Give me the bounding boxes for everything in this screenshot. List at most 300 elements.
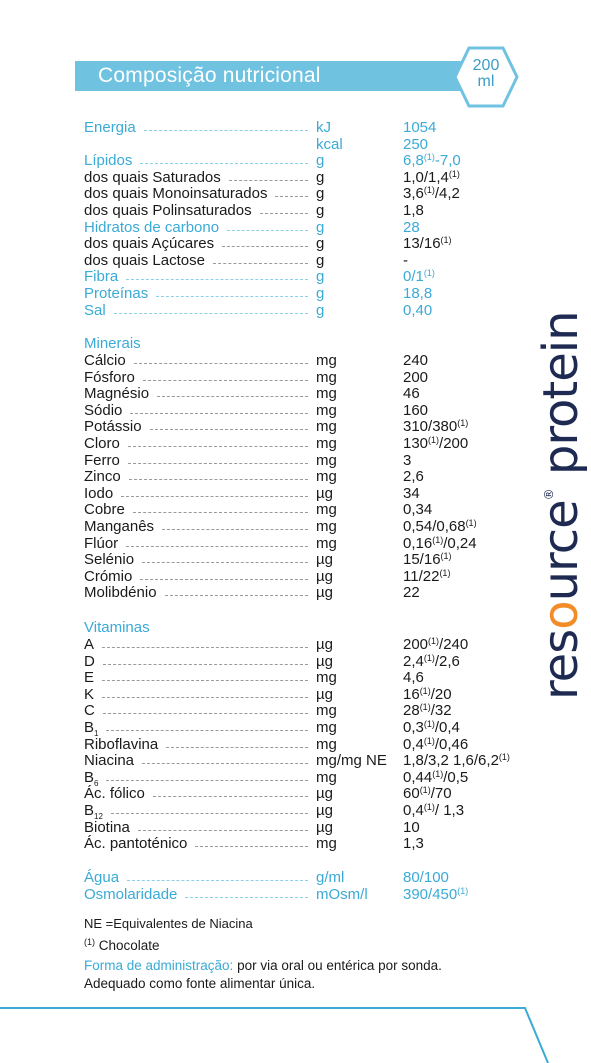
nutrient-value-text: 0,40 bbox=[403, 301, 433, 319]
nutrient-value bbox=[403, 719, 460, 736]
ne-note: NE =Equivalentes de Niacina bbox=[84, 916, 253, 931]
nutrient-label-text: Crómio bbox=[84, 567, 133, 585]
nutrient-value-text: 1,0/1,4 bbox=[403, 168, 449, 186]
nutrient-value-text: 3 bbox=[403, 451, 412, 469]
corner-decoration bbox=[0, 1000, 591, 1063]
footnote-marker: (1) bbox=[457, 885, 469, 896]
dotted-leader bbox=[260, 213, 308, 214]
nutrient-label-text: Cálcio bbox=[84, 352, 126, 369]
nutrient-label bbox=[84, 752, 134, 769]
dotted-leader bbox=[129, 479, 308, 480]
nutrient-value-text: 11/22 bbox=[403, 567, 440, 585]
dotted-leader bbox=[102, 680, 308, 681]
footnote-marker: (1) bbox=[432, 534, 444, 545]
nutrient-unit: µg bbox=[316, 685, 333, 703]
nutrient-value-text: 390/450 bbox=[403, 885, 458, 903]
nutrient-value bbox=[403, 669, 424, 686]
nutrient-value-text: 28 bbox=[403, 218, 420, 236]
nutrient-value-suffix: /0,4 bbox=[434, 719, 460, 736]
nutrient-unit: g bbox=[316, 301, 325, 319]
brand-logo bbox=[525, 311, 589, 700]
nutrient-label bbox=[84, 435, 120, 452]
nutrient-label-text: Riboflavina bbox=[84, 735, 159, 753]
dotted-leader bbox=[114, 313, 308, 314]
nutrient-value bbox=[403, 252, 408, 269]
footnote-marker: (1) bbox=[423, 735, 435, 746]
nutrient-label-text: Hidratos de carbono bbox=[84, 218, 220, 236]
nutrient-value-text: 0/1 bbox=[403, 268, 424, 286]
nutrient-label-text: Osmolaridade bbox=[84, 885, 178, 903]
nutrient-label bbox=[84, 369, 135, 386]
nutrient-label-text: Molibdénio bbox=[84, 584, 157, 602]
nutrient-value bbox=[403, 835, 424, 852]
nutrient-value-text: 160 bbox=[403, 401, 429, 419]
nutrient-value-suffix: /0,46 bbox=[434, 735, 469, 753]
nutrient-label bbox=[84, 185, 267, 202]
nutrient-value bbox=[403, 385, 420, 402]
nutrient-label bbox=[84, 152, 132, 169]
dotted-leader bbox=[275, 196, 308, 197]
nutrient-label bbox=[84, 352, 126, 369]
nutrient-label bbox=[84, 669, 94, 686]
nutrient-value bbox=[403, 268, 435, 285]
nutrient-unit: mg bbox=[316, 451, 337, 469]
nutrient-label bbox=[84, 869, 119, 886]
nutrient-label-text: Flúor bbox=[84, 534, 119, 552]
nutrient-value bbox=[403, 584, 420, 601]
nutrient-label bbox=[84, 518, 154, 535]
nutrient-unit: mg bbox=[316, 518, 337, 535]
nutrient-value-text: 1,8 bbox=[403, 202, 424, 219]
nutrient-unit: µg bbox=[316, 567, 333, 585]
nutrient-label-text: Sal bbox=[84, 301, 106, 319]
nutrient-value bbox=[403, 551, 452, 568]
brand-part-1: res bbox=[533, 629, 589, 700]
nutrient-label-text: B bbox=[84, 802, 95, 819]
nutrient-value bbox=[403, 202, 424, 219]
nutrient-value-text: 1,3 bbox=[403, 835, 424, 853]
nutrient-unit: µg bbox=[316, 636, 333, 653]
nutrient-unit: g bbox=[316, 168, 325, 186]
nutrient-value bbox=[403, 736, 468, 753]
dotted-leader bbox=[126, 546, 308, 547]
dotted-leader bbox=[162, 529, 308, 530]
nutrient-unit: mg bbox=[316, 368, 337, 386]
dotted-leader bbox=[134, 363, 308, 364]
nutrient-label bbox=[84, 302, 106, 319]
administration-text: por via oral ou entérica por sonda. bbox=[233, 958, 442, 973]
nutrient-value-suffix: -7,0 bbox=[434, 152, 461, 170]
nutrient-value bbox=[403, 418, 468, 435]
nutrient-unit: mg bbox=[316, 401, 337, 419]
footnote-marker: (1) bbox=[439, 567, 451, 578]
dotted-leader bbox=[106, 780, 308, 781]
nutrient-label bbox=[84, 501, 125, 518]
footnote-marker: (1) bbox=[419, 785, 431, 796]
footnote-marker: (1) bbox=[423, 185, 435, 196]
nutrient-unit: g bbox=[316, 268, 325, 286]
footnote-marker: (1) bbox=[419, 685, 431, 696]
nutrient-unit: g bbox=[316, 185, 325, 203]
dotted-leader bbox=[102, 647, 308, 648]
dotted-leader bbox=[106, 730, 308, 731]
nutrient-value-text: 10 bbox=[403, 818, 420, 836]
dotted-leader bbox=[142, 763, 308, 764]
nutrient-label-text: Ác. pantoténico bbox=[84, 835, 188, 853]
nutrient-label-text: Niacina bbox=[84, 752, 135, 770]
nutrient-unit: mg bbox=[316, 835, 337, 853]
nutrient-label bbox=[84, 119, 136, 136]
volume-unit: ml bbox=[477, 73, 495, 90]
nutrient-value-text: 15/16 bbox=[403, 551, 441, 569]
nutrient-label bbox=[84, 636, 94, 653]
nutrient-label bbox=[84, 584, 157, 601]
dotted-leader bbox=[138, 830, 308, 831]
nutrient-value-suffix: /0,24 bbox=[443, 534, 477, 552]
dotted-leader bbox=[127, 880, 308, 881]
nutrient-label-subscript: 6 bbox=[94, 778, 99, 788]
nutrient-unit: mg bbox=[316, 352, 337, 369]
dotted-leader bbox=[102, 697, 308, 698]
nutrient-value bbox=[403, 819, 420, 836]
dotted-leader bbox=[165, 595, 308, 596]
nutrient-value-suffix: /20 bbox=[430, 685, 452, 703]
nutrient-value bbox=[403, 785, 452, 802]
nutrient-unit: g bbox=[316, 202, 325, 219]
nutrient-label bbox=[84, 702, 95, 719]
nutrient-value-text: 130 bbox=[403, 435, 429, 452]
nutrient-value-suffix: /2,6 bbox=[434, 652, 460, 670]
footnote-marker: (1) bbox=[419, 702, 431, 713]
nutrient-label-text: D bbox=[84, 652, 95, 670]
nutrient-value bbox=[403, 535, 477, 552]
nutrient-label-text: Iodo bbox=[84, 484, 114, 502]
nutrient-label bbox=[84, 235, 214, 252]
nutrient-value-suffix: /200 bbox=[439, 435, 469, 452]
administration-label: Forma de administração: bbox=[84, 958, 234, 973]
page-title: Composição nutricional bbox=[98, 64, 321, 87]
nutrient-label bbox=[84, 686, 94, 703]
footnote-marker: (1) bbox=[423, 652, 435, 663]
nutrient-label bbox=[84, 268, 118, 285]
nutrient-value bbox=[403, 802, 464, 819]
dotted-leader bbox=[153, 796, 308, 797]
nutrient-value bbox=[403, 219, 420, 236]
footnote-marker: (1) bbox=[465, 518, 477, 528]
nutrient-value-text: 0,4 bbox=[403, 802, 424, 819]
nutrient-value-text: 28 bbox=[403, 702, 420, 720]
nutrient-label-text: C bbox=[84, 702, 95, 720]
nutrient-label bbox=[84, 485, 113, 502]
nutrient-unit: µg bbox=[316, 785, 333, 803]
nutrient-value-text: 0,4 bbox=[403, 735, 424, 753]
nutrient-unit: mg bbox=[316, 669, 337, 687]
nutrient-label-text: Proteínas bbox=[84, 285, 149, 302]
nutrient-value bbox=[403, 152, 461, 169]
nutrient-label-text: Lípidos bbox=[84, 152, 133, 170]
nutrient-value-text: 310/380 bbox=[403, 418, 458, 436]
nutrient-value-text: 2,4 bbox=[403, 652, 424, 670]
chocolate-note bbox=[84, 938, 160, 954]
nutrient-value bbox=[403, 185, 460, 202]
footnote-marker: (1) bbox=[423, 268, 435, 279]
nutrient-unit: mg bbox=[316, 719, 337, 736]
nutrient-unit: g/ml bbox=[316, 869, 345, 886]
nutrient-value bbox=[403, 518, 477, 535]
nutrient-value-text: 3,6 bbox=[403, 185, 424, 203]
nutrient-label bbox=[84, 653, 95, 670]
dotted-leader bbox=[166, 747, 308, 748]
nutrient-label bbox=[84, 886, 177, 903]
nutrient-unit: µg bbox=[316, 484, 333, 502]
nutrient-unit: µg bbox=[316, 818, 333, 836]
nutrient-label-text: A bbox=[84, 636, 95, 653]
nutrient-unit: mg bbox=[316, 534, 337, 552]
footnote-marker: (1) bbox=[440, 235, 452, 246]
nutrient-label bbox=[84, 418, 142, 435]
nutrient-label-subscript: 1 bbox=[94, 729, 99, 738]
nutrient-label-text: Sódio bbox=[84, 401, 123, 419]
nutrient-value bbox=[403, 468, 424, 485]
nutrient-value-text: 60 bbox=[403, 785, 420, 803]
nutrient-label-text: Energia bbox=[84, 119, 136, 136]
nutrient-label-text: Zinco bbox=[84, 468, 121, 486]
nutrient-label-text: E bbox=[84, 669, 95, 687]
brand-part-2: urce bbox=[533, 500, 589, 602]
nutrient-label bbox=[84, 736, 158, 753]
nutrient-value-text: 200 bbox=[403, 368, 429, 386]
nutrient-value-text: 80/100 bbox=[403, 869, 449, 886]
nutrient-unit: µg bbox=[316, 551, 333, 569]
footnote-marker: (1) bbox=[423, 152, 435, 163]
dotted-leader bbox=[140, 579, 308, 580]
dotted-leader bbox=[157, 396, 308, 397]
nutrient-label-subscript: 12 bbox=[94, 812, 103, 821]
nutrient-unit: mg/mg NE bbox=[316, 752, 387, 770]
nutrient-value bbox=[403, 869, 449, 886]
nutrient-unit: mOsm/l bbox=[316, 885, 368, 903]
dotted-leader bbox=[229, 180, 308, 181]
nutrient-unit: mg bbox=[316, 435, 337, 452]
nutrient-value-text: 0,3 bbox=[403, 719, 424, 736]
nutrient-unit: mg bbox=[316, 702, 337, 720]
nutrient-label-text: Cloro bbox=[84, 435, 120, 452]
nutrient-value-text: 0,54/0,68 bbox=[403, 518, 466, 535]
nutrient-label-text: B bbox=[84, 768, 95, 786]
nutrient-label bbox=[84, 202, 252, 219]
nutrient-value bbox=[403, 136, 428, 153]
nutrient-value bbox=[403, 452, 411, 469]
dotted-leader bbox=[142, 562, 308, 563]
dotted-leader bbox=[227, 230, 308, 231]
dotted-leader bbox=[126, 279, 308, 280]
nutrient-value bbox=[403, 636, 468, 653]
dotted-leader bbox=[121, 496, 308, 497]
nutrient-unit: g bbox=[316, 285, 325, 302]
nutrient-value-text: 200 bbox=[403, 636, 429, 653]
footnote-marker: (1) bbox=[440, 551, 452, 562]
nutrient-value bbox=[403, 501, 432, 518]
dotted-leader bbox=[140, 163, 308, 164]
nutrient-label-text: dos quais Polinsaturados bbox=[84, 202, 252, 219]
nutrient-value bbox=[403, 369, 428, 386]
nutrient-value-suffix: /240 bbox=[439, 636, 469, 653]
nutrient-label-text: Biotina bbox=[84, 818, 130, 836]
nutrient-value bbox=[403, 435, 468, 452]
nutrient-unit: mg bbox=[316, 418, 337, 436]
dotted-leader bbox=[143, 380, 308, 381]
administration-note bbox=[84, 958, 442, 974]
nutrient-label bbox=[84, 785, 145, 802]
nutrient-value bbox=[403, 285, 432, 302]
nutrient-value-text: 22 bbox=[403, 584, 420, 602]
nutrient-label bbox=[84, 169, 221, 186]
dotted-leader bbox=[213, 263, 308, 264]
footnote-marker: (1) bbox=[428, 435, 440, 445]
nutrient-value bbox=[403, 702, 452, 719]
nutrient-label bbox=[84, 385, 149, 402]
nutrient-label-text: Manganês bbox=[84, 518, 155, 535]
nutrient-value-text: 0,44 bbox=[403, 768, 433, 786]
nutrient-label bbox=[84, 285, 148, 302]
nutrient-value-text: 250 bbox=[403, 135, 429, 153]
nutrient-value bbox=[403, 653, 460, 670]
footnote-marker: (1) bbox=[457, 418, 469, 429]
nutrient-unit: kcal bbox=[316, 135, 343, 153]
nutrient-value bbox=[403, 119, 436, 136]
nutrient-value-suffix: /0,5 bbox=[443, 768, 469, 786]
nutrient-unit: g bbox=[316, 235, 325, 253]
dotted-leader bbox=[222, 246, 308, 247]
nutrient-value-suffix: /32 bbox=[430, 702, 452, 720]
dotted-leader bbox=[128, 463, 308, 464]
dotted-leader bbox=[144, 130, 308, 131]
nutrient-value-text: 46 bbox=[403, 385, 420, 403]
nutrient-unit: mg bbox=[316, 385, 337, 403]
nutrient-label bbox=[84, 535, 118, 552]
nutrient-unit: g bbox=[316, 152, 325, 170]
nutrient-label bbox=[84, 468, 121, 485]
nutrient-unit: mg bbox=[316, 468, 337, 486]
dotted-leader bbox=[195, 846, 308, 847]
dotted-leader bbox=[103, 713, 308, 714]
footnote-marker: (1) bbox=[423, 719, 435, 729]
nutrient-value bbox=[403, 769, 468, 786]
nutrient-label bbox=[84, 551, 134, 568]
nutrient-value-suffix: /4,2 bbox=[434, 185, 460, 203]
nutrient-value-text: 1,8/3,2 1,6/6,2 bbox=[403, 752, 499, 770]
chocolate-note-sup: (1) bbox=[84, 937, 95, 947]
brand-part-3: protein bbox=[533, 311, 589, 490]
footnote-marker: (1) bbox=[448, 168, 460, 179]
section-title: Vitaminas bbox=[84, 619, 150, 636]
nutrient-value-suffix: /70 bbox=[430, 785, 452, 803]
nutrient-value-text: 0,34 bbox=[403, 501, 433, 519]
adequate-note: Adequado como fonte alimentar única. bbox=[84, 976, 316, 991]
nutrient-label bbox=[84, 452, 120, 469]
nutrient-value bbox=[403, 568, 450, 585]
nutrient-label bbox=[84, 252, 205, 269]
nutrient-label-text: Selénio bbox=[84, 551, 135, 569]
nutrient-label-text: Fósforo bbox=[84, 368, 135, 386]
dotted-leader bbox=[130, 413, 308, 414]
nutrient-label-text: dos quais Lactose bbox=[84, 251, 205, 269]
nutrient-value-text: 18,8 bbox=[403, 285, 433, 302]
nutrient-unit: mg bbox=[316, 501, 337, 519]
nutrient-label-text: Ferro bbox=[84, 451, 120, 469]
nutrient-unit: µg bbox=[316, 802, 333, 819]
nutrient-value-text: 6,8 bbox=[403, 152, 424, 170]
nutrient-label-text: Magnésio bbox=[84, 385, 150, 403]
dotted-leader bbox=[128, 446, 308, 447]
nutrient-unit: mg bbox=[316, 768, 337, 786]
nutrient-label-text: Ác. fólico bbox=[84, 785, 145, 803]
nutrient-value bbox=[403, 752, 510, 769]
nutrient-value-text: 2,6 bbox=[403, 468, 424, 486]
dotted-leader bbox=[111, 813, 308, 814]
nutrient-label-text: Fibra bbox=[84, 268, 119, 286]
nutrient-value-text: 13/16 bbox=[403, 235, 441, 253]
nutrient-label bbox=[84, 568, 132, 585]
nutrient-value bbox=[403, 402, 428, 419]
nutrient-label-text: dos quais Açúcares bbox=[84, 235, 215, 253]
nutrient-value-text: 0,16 bbox=[403, 534, 433, 552]
nutrient-label bbox=[84, 835, 187, 852]
nutrient-value-text: 240 bbox=[403, 352, 429, 369]
footnote-marker: (1) bbox=[428, 636, 440, 646]
nutrient-value bbox=[403, 886, 468, 903]
nutrient-label bbox=[84, 219, 219, 236]
nutrient-value-text: 1054 bbox=[403, 119, 437, 136]
nutrient-unit: µg bbox=[316, 584, 333, 602]
nutrient-value bbox=[403, 235, 452, 252]
nutrient-value bbox=[403, 302, 432, 319]
dotted-leader bbox=[150, 429, 308, 430]
brand-o: o bbox=[533, 601, 589, 630]
dotted-leader bbox=[133, 512, 308, 513]
nutrient-unit: kJ bbox=[316, 119, 331, 136]
nutrient-value-text: - bbox=[403, 251, 408, 269]
nutrient-value-suffix: / 1,3 bbox=[434, 802, 465, 819]
nutrient-label-text: dos quais Saturados bbox=[84, 168, 221, 186]
nutrient-label-text: Cobre bbox=[84, 501, 125, 519]
nutrient-value bbox=[403, 686, 452, 703]
nutrient-value-text: 34 bbox=[403, 484, 420, 502]
nutrient-label-text: K bbox=[84, 685, 95, 703]
nutrient-unit: µg bbox=[316, 652, 333, 670]
nutrient-unit: mg bbox=[316, 735, 337, 753]
section-title: Minerais bbox=[84, 335, 141, 352]
nutrient-label-text: Potássio bbox=[84, 418, 142, 436]
volume-value: 200 bbox=[472, 57, 500, 74]
brand-registered: ® bbox=[542, 489, 556, 501]
nutrient-value bbox=[403, 352, 428, 369]
nutrient-label-text: B bbox=[84, 719, 95, 736]
nutrient-label bbox=[84, 819, 130, 836]
nutrient-label bbox=[84, 402, 122, 419]
dotted-leader bbox=[185, 897, 308, 898]
nutrient-value bbox=[403, 485, 420, 502]
nutrient-unit: g bbox=[316, 218, 325, 236]
dotted-leader bbox=[103, 664, 308, 665]
nutrient-label-text: dos quais Monoinsaturados bbox=[84, 185, 268, 203]
footnote-marker: (1) bbox=[423, 802, 435, 812]
chocolate-note-text: Chocolate bbox=[98, 938, 160, 953]
nutrient-value-text: 4,6 bbox=[403, 669, 424, 687]
nutrient-value-text: 16 bbox=[403, 685, 420, 703]
nutrient-unit: g bbox=[316, 251, 325, 269]
nutrient-value bbox=[403, 169, 460, 186]
